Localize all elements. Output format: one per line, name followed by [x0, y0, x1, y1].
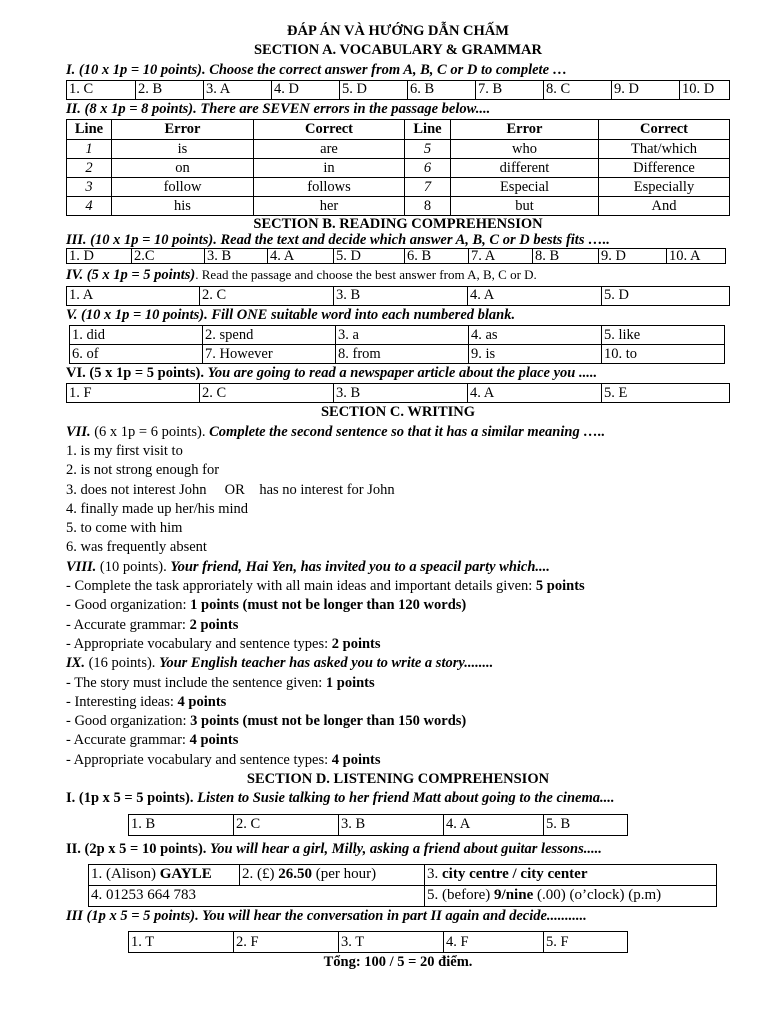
answer-cell — [425, 864, 717, 885]
criterion-item — [66, 751, 730, 770]
section-c-title: SECTION C. WRITING — [320, 404, 476, 421]
listening1-text: Listen to Susie talking to her friend Matt about going to the cinema.... — [197, 790, 615, 807]
answer-cell — [425, 885, 717, 906]
part4-heading-label: IV. (5 x 1p = 5 points) — [66, 267, 196, 284]
part6-heading — [66, 364, 730, 383]
part4-heading — [66, 265, 730, 285]
answer-cell: 8. B — [533, 249, 599, 264]
line-number: 8 — [405, 197, 451, 216]
answer-cell: 1. B — [129, 814, 234, 835]
part7-heading — [66, 423, 730, 442]
header-line: Line — [67, 120, 112, 140]
part2-heading: II. (8 x 1p = 8 points). There are SEVEN errors in the passage below.... — [66, 100, 491, 117]
list-item: 4. finally made up her/his mind — [66, 500, 249, 517]
part4-answer-table — [66, 286, 730, 306]
section-d-title: SECTION D. LISTENING COMPREHENSION — [246, 771, 550, 788]
criterion-score: 4 points — [331, 751, 381, 768]
correct-word: are — [254, 140, 405, 159]
answer-cell: 1. T — [129, 932, 234, 953]
answer-cell: 2. C — [234, 814, 339, 835]
answer-cell: 4. 01253 664 783 — [89, 885, 425, 906]
criterion-item — [66, 674, 730, 693]
error-word: Especial — [451, 178, 599, 197]
list-item: 2. is not strong enough for — [66, 462, 220, 479]
answer-cell: 10. A — [667, 249, 726, 264]
answer-cell: 3. B — [205, 249, 268, 264]
answer-cell: 4. A — [468, 384, 602, 403]
answer-cell — [89, 864, 240, 885]
listening1-answer-table — [128, 814, 628, 836]
answer-cell: 2. C — [200, 384, 334, 403]
answer-cell: 8. C — [544, 80, 612, 99]
criterion-text: - Good organization: — [66, 713, 191, 730]
error-correction-table — [66, 119, 730, 216]
total-score: Tổng: 100 / 5 = 20 điểm. — [323, 954, 473, 971]
criterion-item — [66, 577, 730, 596]
header-error: Error — [112, 120, 254, 140]
part4-heading-text: . Read the passage and choose the best answer from A, B, C or D. — [195, 267, 537, 283]
answer-cell: 3. B — [334, 384, 468, 403]
answer-text: 3. — [427, 866, 442, 883]
part9-label: IX. — [66, 655, 85, 672]
table-row — [67, 197, 730, 216]
answer-cell: 1. D — [67, 249, 132, 264]
listening2-answer-table — [88, 864, 717, 907]
line-number: 4 — [67, 197, 112, 216]
line-number: 5 — [405, 140, 451, 159]
part6-heading-text: You are going to read a newspaper article about the place you ..... — [207, 365, 598, 382]
list-item: 5. to come with him — [66, 520, 183, 537]
listening2-heading — [66, 840, 730, 859]
answer-cell: 5. F — [544, 932, 628, 953]
section-b-title: SECTION B. READING COMPREHENSION — [253, 216, 543, 233]
answer-cell: 5. D — [340, 80, 408, 99]
line-number: 1 — [67, 140, 112, 159]
criterion-score: 1 points (must not be longer than 120 words) — [190, 597, 467, 614]
part8-points: (10 points). — [96, 558, 171, 575]
criterion-score: 4 points — [177, 693, 227, 710]
list-item: 1. is my first visit to — [66, 442, 183, 459]
criterion-text: - Good organization: — [66, 597, 191, 614]
part1-heading: I. (10 x 1p = 10 points). Choose the correct answer from A, B, C or D to complete … — [66, 61, 568, 78]
answer-cell: 1. A — [67, 286, 200, 305]
part5-answer-table — [69, 325, 725, 364]
answer-cell: 5. D — [334, 249, 405, 264]
section-a-title: SECTION A. VOCABULARY & GRAMMAR — [253, 42, 542, 59]
criterion-item — [66, 731, 730, 750]
answer-cell: 9. D — [612, 80, 680, 99]
answer-keyword: GAYLE — [159, 866, 212, 883]
criterion-item — [66, 635, 730, 654]
error-word: on — [112, 159, 254, 178]
part3-heading: III. (10 x 1p = 10 points). Read the text and decide which answer A, B, C or D bests fits ….. — [66, 232, 610, 249]
criterion-text: - The story must include the sentence given: — [66, 674, 326, 691]
criterion-score: 3 points (must not be longer than 150 words) — [190, 713, 467, 730]
header-error: Error — [451, 120, 599, 140]
answer-cell: 4. F — [444, 932, 544, 953]
answer-cell: 4. D — [272, 80, 340, 99]
criterion-score: 1 points — [325, 674, 375, 691]
criterion-item — [66, 596, 730, 615]
criterion-item — [66, 693, 730, 712]
criterion-text: - Complete the task approriately with all main ideas and important details given: — [66, 578, 536, 595]
listening2-text: You will hear a girl, Milly, asking a friend about guitar lessons..... — [210, 840, 602, 857]
answer-cell: 5. like — [602, 326, 725, 345]
document-title: ĐÁP ÁN VÀ HƯỚNG DẪN CHẤM — [287, 23, 509, 39]
table-row — [67, 178, 730, 197]
correct-word: Difference — [599, 159, 730, 178]
correct-word: Especially — [599, 178, 730, 197]
answer-cell: 1. did — [70, 326, 203, 345]
answer-keyword: 26.50 — [278, 866, 312, 883]
answer-cell: 3. T — [339, 932, 444, 953]
table-row — [67, 140, 730, 159]
error-word: his — [112, 197, 254, 216]
answer-cell: 2. C — [200, 286, 334, 305]
answer-text: (.00) (o’clock) (p.m) — [533, 887, 662, 904]
answer-text: 1. (Alison) — [91, 866, 160, 883]
header-correct: Correct — [254, 120, 405, 140]
answer-cell: 7. B — [476, 80, 544, 99]
answer-cell: 3. B — [334, 286, 468, 305]
part7-points: (6 x 1p = 6 points). — [90, 423, 210, 440]
part6-answer-table — [66, 383, 730, 403]
correct-word: follows — [254, 178, 405, 197]
answer-cell: 10. to — [602, 345, 725, 364]
answer-cell: 3. a — [336, 326, 469, 345]
answer-cell: 2. spend — [203, 326, 336, 345]
line-number: 7 — [405, 178, 451, 197]
criterion-text: - Accurate grammar: — [66, 732, 190, 749]
answer-cell: 10. D — [680, 80, 730, 99]
answer-cell: 7. However — [203, 345, 336, 364]
criterion-text: - Interesting ideas: — [66, 693, 178, 710]
error-word: who — [451, 140, 599, 159]
line-number: 2 — [67, 159, 112, 178]
answer-cell: 4. as — [469, 326, 602, 345]
criterion-item — [66, 616, 730, 635]
answer-cell: 4. A — [468, 286, 602, 305]
part8-label: VIII. — [66, 558, 97, 575]
answer-cell: 5. E — [602, 384, 730, 403]
answer-cell: 5. B — [544, 814, 628, 835]
header-correct: Correct — [599, 120, 730, 140]
line-number: 6 — [405, 159, 451, 178]
answer-text: 2. (£) — [242, 866, 279, 883]
answer-keyword: 9/nine — [494, 887, 534, 904]
answer-cell: 5. D — [602, 286, 730, 305]
criterion-score: 4 points — [189, 732, 239, 749]
part9-instruction: Your English teacher has asked you to write a story........ — [159, 655, 494, 672]
part1-answer-table — [66, 80, 730, 100]
answer-cell: 3. B — [339, 814, 444, 835]
answer-text: 5. (before) — [427, 887, 495, 904]
correct-word: in — [254, 159, 405, 178]
answer-cell: 6. of — [70, 345, 203, 364]
answer-cell: 2. F — [234, 932, 339, 953]
listening3-heading: III (1p x 5 = 5 points). You will hear the conversation in part II again and decide........... — [66, 907, 587, 924]
answer-key-page — [66, 22, 730, 973]
criterion-item — [66, 712, 730, 731]
header-line: Line — [405, 120, 451, 140]
answer-cell: 3. A — [204, 80, 272, 99]
correct-word: That/which — [599, 140, 730, 159]
listening3-answer-table — [128, 931, 628, 953]
error-word: but — [451, 197, 599, 216]
answer-cell: 1. F — [67, 384, 200, 403]
part5-heading: V. (10 x 1p = 10 points). Fill ONE suitable word into each numbered blank. — [66, 306, 516, 323]
criterion-text: - Appropriate vocabulary and sentence types: — [66, 635, 332, 652]
part7-instruction: Complete the second sentence so that it has a similar meaning ….. — [209, 423, 606, 440]
listening1-label: I. (1p x 5 = 5 points). — [66, 790, 198, 807]
line-number: 3 — [67, 178, 112, 197]
criterion-text: - Appropriate vocabulary and sentence types: — [66, 751, 332, 768]
part6-heading-label: VI. (5 x 1p = 5 points). — [66, 365, 208, 382]
criterion-score: 5 points — [535, 578, 585, 595]
part9-points: (16 points). — [84, 655, 160, 672]
listening2-label: II. (2p x 5 = 10 points). — [66, 840, 211, 857]
answer-cell: 4. A — [444, 814, 544, 835]
answer-cell: 1. C — [67, 80, 136, 99]
part9-heading — [66, 654, 730, 673]
answer-keyword: city centre / city center — [442, 866, 588, 883]
criterion-score: 2 points — [331, 635, 381, 652]
correct-word: And — [599, 197, 730, 216]
part8-instruction: Your friend, Hai Yen, has invited you to a speacil party which.... — [170, 558, 550, 575]
error-word: different — [451, 159, 599, 178]
criterion-score: 2 points — [189, 616, 239, 633]
part7-label: VII. — [66, 423, 91, 440]
list-item: 3. does not interest John OR has no interest for John — [66, 481, 395, 498]
answer-cell: 2.C — [132, 249, 205, 264]
answer-cell: 4. A — [268, 249, 334, 264]
answer-cell: 7. A — [469, 249, 533, 264]
part8-heading — [66, 558, 730, 577]
answer-cell: 8. from — [336, 345, 469, 364]
correct-word: her — [254, 197, 405, 216]
answer-cell — [240, 864, 425, 885]
listening1-heading — [66, 789, 730, 808]
error-word: is — [112, 140, 254, 159]
list-item: 6. was frequently absent — [66, 539, 207, 556]
answer-cell: 9. is — [469, 345, 602, 364]
criterion-text: - Accurate grammar: — [66, 616, 190, 633]
error-word: follow — [112, 178, 254, 197]
answer-cell: 6. B — [408, 80, 476, 99]
table-row — [67, 159, 730, 178]
answer-cell: 9. D — [599, 249, 667, 264]
part3-answer-table — [66, 248, 726, 264]
error-table-header — [67, 120, 730, 140]
answer-text: (per hour) — [312, 866, 377, 883]
answer-cell: 2. B — [136, 80, 204, 99]
answer-cell: 6. B — [405, 249, 469, 264]
